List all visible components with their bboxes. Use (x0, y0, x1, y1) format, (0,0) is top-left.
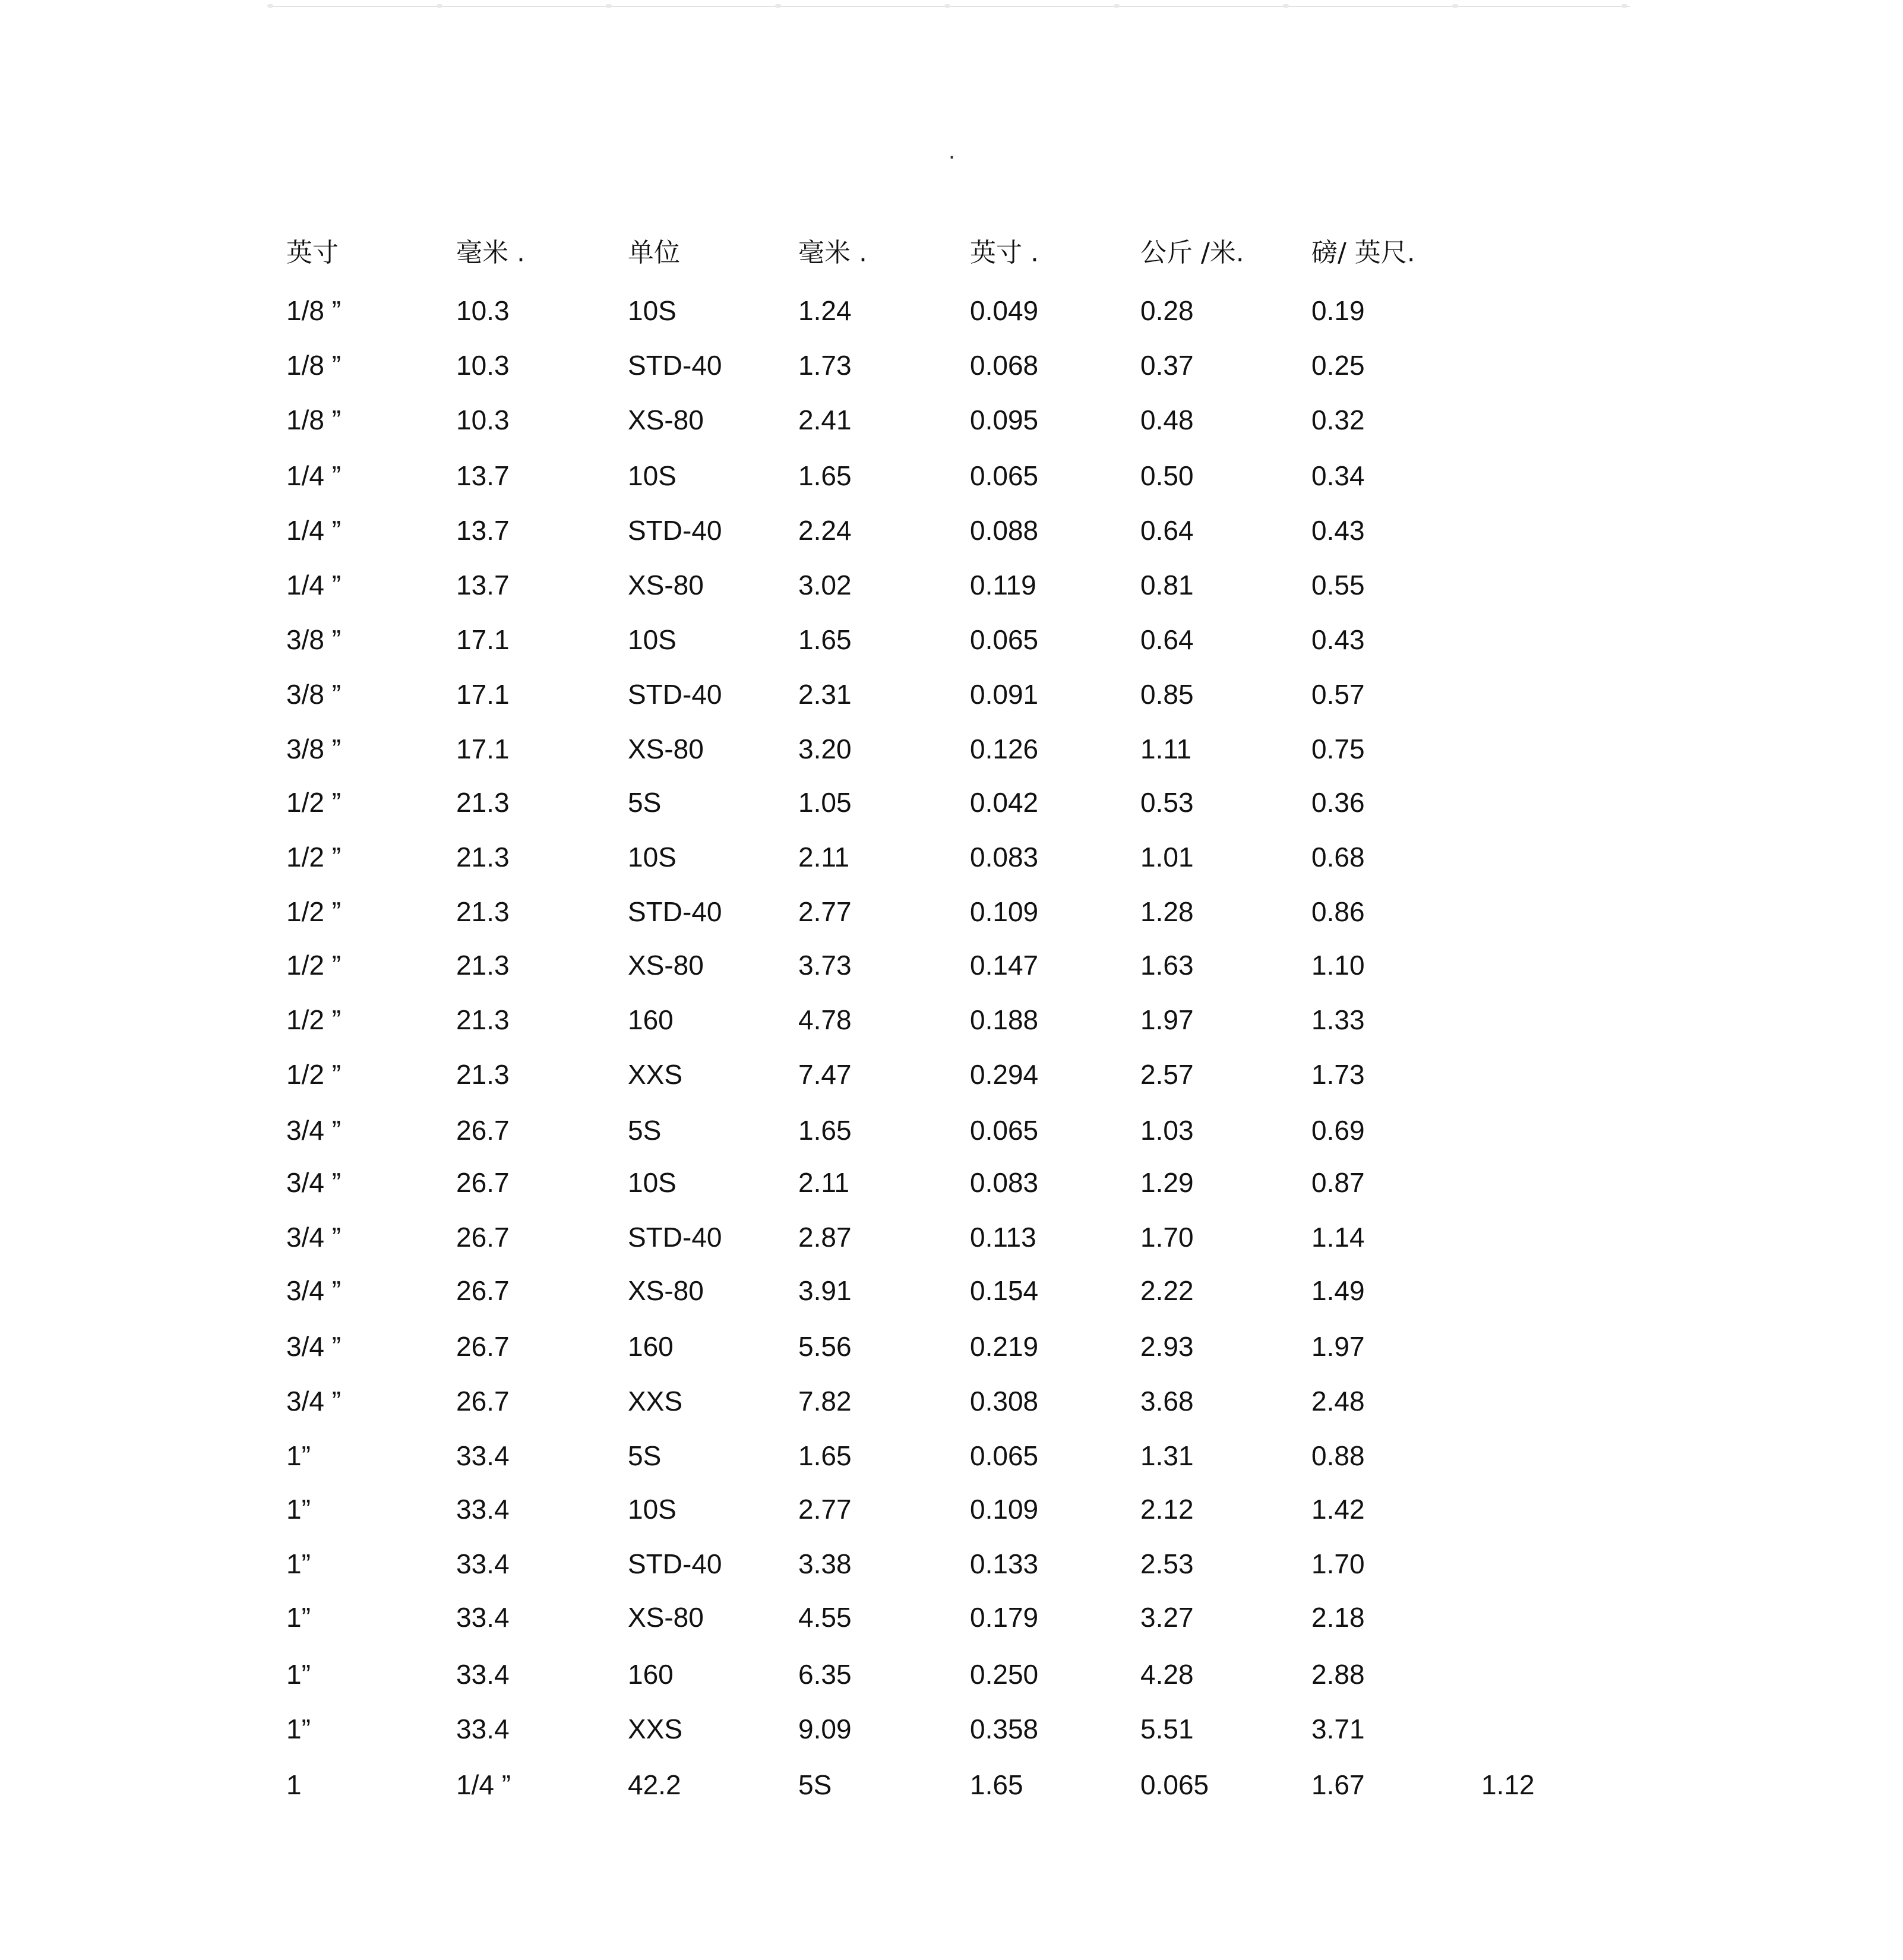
table-cell: 1.29 (1140, 1167, 1194, 1198)
table-cell: 26.7 (456, 1386, 510, 1417)
table-cell: 0.088 (970, 515, 1039, 546)
table-cell: 2.77 (798, 896, 852, 927)
table-cell: 0.179 (970, 1602, 1039, 1633)
rule-tick (1114, 4, 1120, 8)
table-cell: 160 (628, 1331, 674, 1362)
table-cell: 0.126 (970, 734, 1039, 764)
table-cell: 3.20 (798, 734, 852, 764)
table-cell: 2.11 (798, 1167, 850, 1198)
table-cell: 0.88 (1311, 1440, 1365, 1471)
table-cell: 2.53 (1140, 1548, 1194, 1579)
rule-tick (1621, 4, 1627, 8)
table-cell: 26.7 (456, 1115, 510, 1146)
table-cell: 2.87 (798, 1222, 852, 1253)
table-cell: 5S (798, 1769, 832, 1800)
table-cell: 10.3 (456, 295, 510, 326)
table-cell: 1/8 ” (286, 295, 342, 326)
table-cell: XS-80 (628, 1602, 704, 1633)
table-cell: 3.73 (798, 950, 852, 981)
table-cell: XXS (628, 1059, 683, 1090)
table-cell: 3.02 (798, 570, 852, 600)
table-cell: 1.63 (1140, 950, 1194, 981)
table-cell: 0.53 (1140, 787, 1194, 818)
table-cell: 0.36 (1311, 787, 1365, 818)
table-cell: 0.25 (1311, 350, 1365, 381)
table-cell: 33.4 (456, 1440, 510, 1471)
table-cell: 17.1 (456, 679, 510, 710)
table-cell: 0.75 (1311, 734, 1365, 764)
table-cell: 10S (628, 1167, 677, 1198)
table-cell: XXS (628, 1714, 683, 1744)
table-cell: 1/8 ” (286, 350, 342, 381)
table-cell: 0.154 (970, 1275, 1039, 1306)
table-cell: 3.68 (1140, 1386, 1194, 1417)
table-cell: 26.7 (456, 1222, 510, 1253)
table-cell: 1.97 (1140, 1004, 1194, 1035)
table-cell: 1/4 ” (456, 1769, 511, 1800)
table-cell: XXS (628, 1386, 683, 1417)
table-cell: 1” (286, 1714, 311, 1744)
table-cell: 3.91 (798, 1275, 852, 1306)
table-cell: 0.119 (970, 570, 1036, 600)
table-cell: 1.24 (798, 295, 852, 326)
header-mark: . (949, 138, 956, 164)
table-cell: 0.69 (1311, 1115, 1365, 1146)
table-cell: 0.64 (1140, 624, 1194, 655)
table-cell: 26.7 (456, 1275, 510, 1306)
table-cell: 10S (628, 624, 677, 655)
table-cell: 3.71 (1311, 1714, 1365, 1744)
table-cell: 4.55 (798, 1602, 852, 1633)
table-cell: 13.7 (456, 570, 510, 600)
table-cell: XS-80 (628, 734, 704, 764)
table-cell: 1.28 (1140, 896, 1194, 927)
table-cell: 1.73 (798, 350, 852, 381)
table-cell: 9.09 (798, 1714, 852, 1744)
table-cell: 0.28 (1140, 295, 1194, 326)
table-cell: 10S (628, 460, 677, 491)
table-cell: 1” (286, 1494, 311, 1525)
table-cell: 33.4 (456, 1602, 510, 1633)
table-cell: 0.64 (1140, 515, 1194, 546)
table-cell: 7.82 (798, 1386, 852, 1417)
table-cell: 0.250 (970, 1659, 1039, 1690)
table-cell: 3/4 ” (286, 1115, 342, 1146)
table-cell: 42.2 (628, 1769, 681, 1800)
table-cell: 1/2 ” (286, 787, 342, 818)
table-cell: 1/2 ” (286, 1059, 342, 1090)
table-cell: 1 (286, 1769, 302, 1800)
table-cell: 26.7 (456, 1331, 510, 1362)
table-cell: 1” (286, 1548, 311, 1579)
table-cell: XS-80 (628, 950, 704, 981)
column-header: 毫米 . (456, 238, 525, 268)
table-cell: 33.4 (456, 1548, 510, 1579)
table-cell: 17.1 (456, 624, 510, 655)
table-cell: 0.065 (970, 1440, 1039, 1471)
table-cell: 1” (286, 1659, 311, 1690)
table-cell: 0.68 (1311, 842, 1365, 872)
table-cell: 1.65 (798, 1440, 852, 1471)
table-cell: 1.70 (1140, 1222, 1194, 1253)
table-cell: 4.28 (1140, 1659, 1194, 1690)
table-cell: 6.35 (798, 1659, 852, 1690)
table-cell: 0.113 (970, 1222, 1036, 1253)
table-cell: 0.133 (970, 1548, 1039, 1579)
table-cell: 1.11 (1140, 734, 1192, 764)
table-cell: 21.3 (456, 950, 510, 981)
table-cell: 2.18 (1311, 1602, 1365, 1633)
table-cell: 0.81 (1140, 570, 1194, 600)
table-cell: 1.14 (1311, 1222, 1365, 1253)
table-cell: 0.358 (970, 1714, 1039, 1744)
table-cell: 3.27 (1140, 1602, 1194, 1633)
rule-tick (437, 4, 442, 8)
table-cell: 0.065 (970, 460, 1039, 491)
table-cell: XS-80 (628, 570, 704, 600)
table-cell: 0.083 (970, 1167, 1039, 1198)
column-header: 单位 (628, 238, 680, 268)
table-cell: STD-40 (628, 350, 722, 381)
table-cell: 0.19 (1311, 295, 1365, 326)
table-cell: 3/4 ” (286, 1275, 342, 1306)
table-cell: 5.56 (798, 1331, 852, 1362)
table-cell: 1/2 ” (286, 842, 342, 872)
table-cell: 10S (628, 842, 677, 872)
table-cell: XS-80 (628, 404, 704, 435)
table-cell: 0.57 (1311, 679, 1365, 710)
table-cell: 0.308 (970, 1386, 1039, 1417)
table-cell: 1/8 ” (286, 404, 342, 435)
column-header: 公斤 /米. (1140, 238, 1244, 268)
table-cell: STD-40 (628, 515, 722, 546)
table-cell: 0.219 (970, 1331, 1039, 1362)
table-cell: 2.93 (1140, 1331, 1194, 1362)
table-cell: 160 (628, 1659, 674, 1690)
table-cell: 3/8 ” (286, 679, 342, 710)
table-cell: 1.65 (798, 1115, 852, 1146)
table-cell: 1.67 (1311, 1769, 1365, 1800)
table-cell: 2.12 (1140, 1494, 1194, 1525)
table-cell: 3/8 ” (286, 734, 342, 764)
table-cell: 1.65 (798, 624, 852, 655)
table-cell: 2.11 (798, 842, 850, 872)
table-cell: 0.049 (970, 295, 1039, 326)
table-cell: 1/4 ” (286, 570, 342, 600)
table-cell: 0.068 (970, 350, 1039, 381)
table-cell: 0.042 (970, 787, 1039, 818)
table-cell: 1/2 ” (286, 896, 342, 927)
table-cell: 3/8 ” (286, 624, 342, 655)
column-header: 磅/ 英尺. (1311, 238, 1415, 268)
table-cell: 0.86 (1311, 896, 1365, 927)
table-cell: 160 (628, 1004, 674, 1035)
table-cell: 5S (628, 787, 662, 818)
table-cell: 1/4 ” (286, 515, 342, 546)
table-cell: 0.188 (970, 1004, 1039, 1035)
table-cell: 0.147 (970, 950, 1039, 981)
table-cell: 3/4 ” (286, 1167, 342, 1198)
table-cell: 2.57 (1140, 1059, 1194, 1090)
table-cell: 0.095 (970, 404, 1039, 435)
table-cell: 0.065 (970, 1115, 1039, 1146)
table-cell: 0.87 (1311, 1167, 1365, 1198)
table-cell: 1.49 (1311, 1275, 1365, 1306)
table-cell: 2.88 (1311, 1659, 1365, 1690)
table-cell: XS-80 (628, 1275, 704, 1306)
table-cell: 3/4 ” (286, 1386, 342, 1417)
table-cell: 2.77 (798, 1494, 852, 1525)
table-cell: 13.7 (456, 515, 510, 546)
table-cell: 2.31 (798, 679, 852, 710)
table-cell: 1.01 (1140, 842, 1194, 872)
table-cell: 21.3 (456, 842, 510, 872)
table-cell: 10.3 (456, 404, 510, 435)
table-cell: 7.47 (798, 1059, 852, 1090)
table-cell: 33.4 (456, 1659, 510, 1690)
table-cell: 0.48 (1140, 404, 1194, 435)
table-cell: 5S (628, 1440, 662, 1471)
table-cell: 1.65 (970, 1769, 1023, 1800)
table-cell: 3/4 ” (286, 1222, 342, 1253)
table-cell: 0.32 (1311, 404, 1365, 435)
table-cell: 1” (286, 1602, 311, 1633)
column-header: 英寸 (286, 238, 339, 268)
table-cell: 10S (628, 1494, 677, 1525)
rule-tick (775, 4, 781, 8)
table-cell: 21.3 (456, 1004, 510, 1035)
table-cell: 0.34 (1311, 460, 1365, 491)
table-cell: 1.42 (1311, 1494, 1365, 1525)
table-cell: 0.083 (970, 842, 1039, 872)
table-cell: 10.3 (456, 350, 510, 381)
table-cell: 1.33 (1311, 1004, 1365, 1035)
table-cell: 1.12 (1481, 1769, 1535, 1800)
table-cell: 1/4 ” (286, 460, 342, 491)
table-cell: 0.55 (1311, 570, 1365, 600)
table-cell: 1.05 (798, 787, 852, 818)
table-cell: 0.43 (1311, 624, 1365, 655)
table-cell: 13.7 (456, 460, 510, 491)
table-cell: 0.109 (970, 896, 1039, 927)
table-cell: STD-40 (628, 1548, 722, 1579)
table-cell: 0.091 (970, 679, 1039, 710)
table-cell: 1.97 (1311, 1331, 1365, 1362)
rule-tick (267, 4, 273, 8)
table-cell: 5.51 (1140, 1714, 1194, 1744)
table-cell: 2.22 (1140, 1275, 1194, 1306)
table-cell: STD-40 (628, 679, 722, 710)
rule-tick (944, 4, 950, 8)
table-cell: 0.50 (1140, 460, 1194, 491)
table-cell: 2.24 (798, 515, 852, 546)
rule-tick (1452, 4, 1458, 8)
table-cell: 0.294 (970, 1059, 1039, 1090)
rule-tick (606, 4, 612, 8)
table-cell: 1/2 ” (286, 950, 342, 981)
table-cell: 1.73 (1311, 1059, 1365, 1090)
table-cell: 1” (286, 1440, 311, 1471)
table-cell: 0.065 (1140, 1769, 1209, 1800)
table-cell: 1.03 (1140, 1115, 1194, 1146)
table-cell: 0.37 (1140, 350, 1194, 381)
table-cell: 1.31 (1140, 1440, 1194, 1471)
table-cell: 0.065 (970, 624, 1039, 655)
table-cell: 0.109 (970, 1494, 1039, 1525)
table-cell: 10S (628, 295, 677, 326)
table-cell: 0.43 (1311, 515, 1365, 546)
table-cell: 2.41 (798, 404, 852, 435)
table-cell: 21.3 (456, 787, 510, 818)
table-cell: 26.7 (456, 1167, 510, 1198)
table-cell: 1/2 ” (286, 1004, 342, 1035)
table-cell: 3.38 (798, 1548, 852, 1579)
table-cell: STD-40 (628, 1222, 722, 1253)
table-cell: STD-40 (628, 896, 722, 927)
table-cell: 1.70 (1311, 1548, 1365, 1579)
table-cell: 33.4 (456, 1714, 510, 1744)
table-cell: 21.3 (456, 1059, 510, 1090)
table-cell: 2.48 (1311, 1386, 1365, 1417)
table-cell: 3/4 ” (286, 1331, 342, 1362)
table-cell: 5S (628, 1115, 662, 1146)
table-cell: 0.85 (1140, 679, 1194, 710)
table-cell: 1.65 (798, 460, 852, 491)
column-header: 毫米 . (798, 238, 867, 268)
table-cell: 33.4 (456, 1494, 510, 1525)
table-cell: 4.78 (798, 1004, 852, 1035)
table-cell: 21.3 (456, 896, 510, 927)
table-cell: 1.10 (1311, 950, 1365, 981)
column-header: 英寸 . (970, 238, 1039, 268)
rule-tick (1283, 4, 1289, 8)
table-cell: 17.1 (456, 734, 510, 764)
